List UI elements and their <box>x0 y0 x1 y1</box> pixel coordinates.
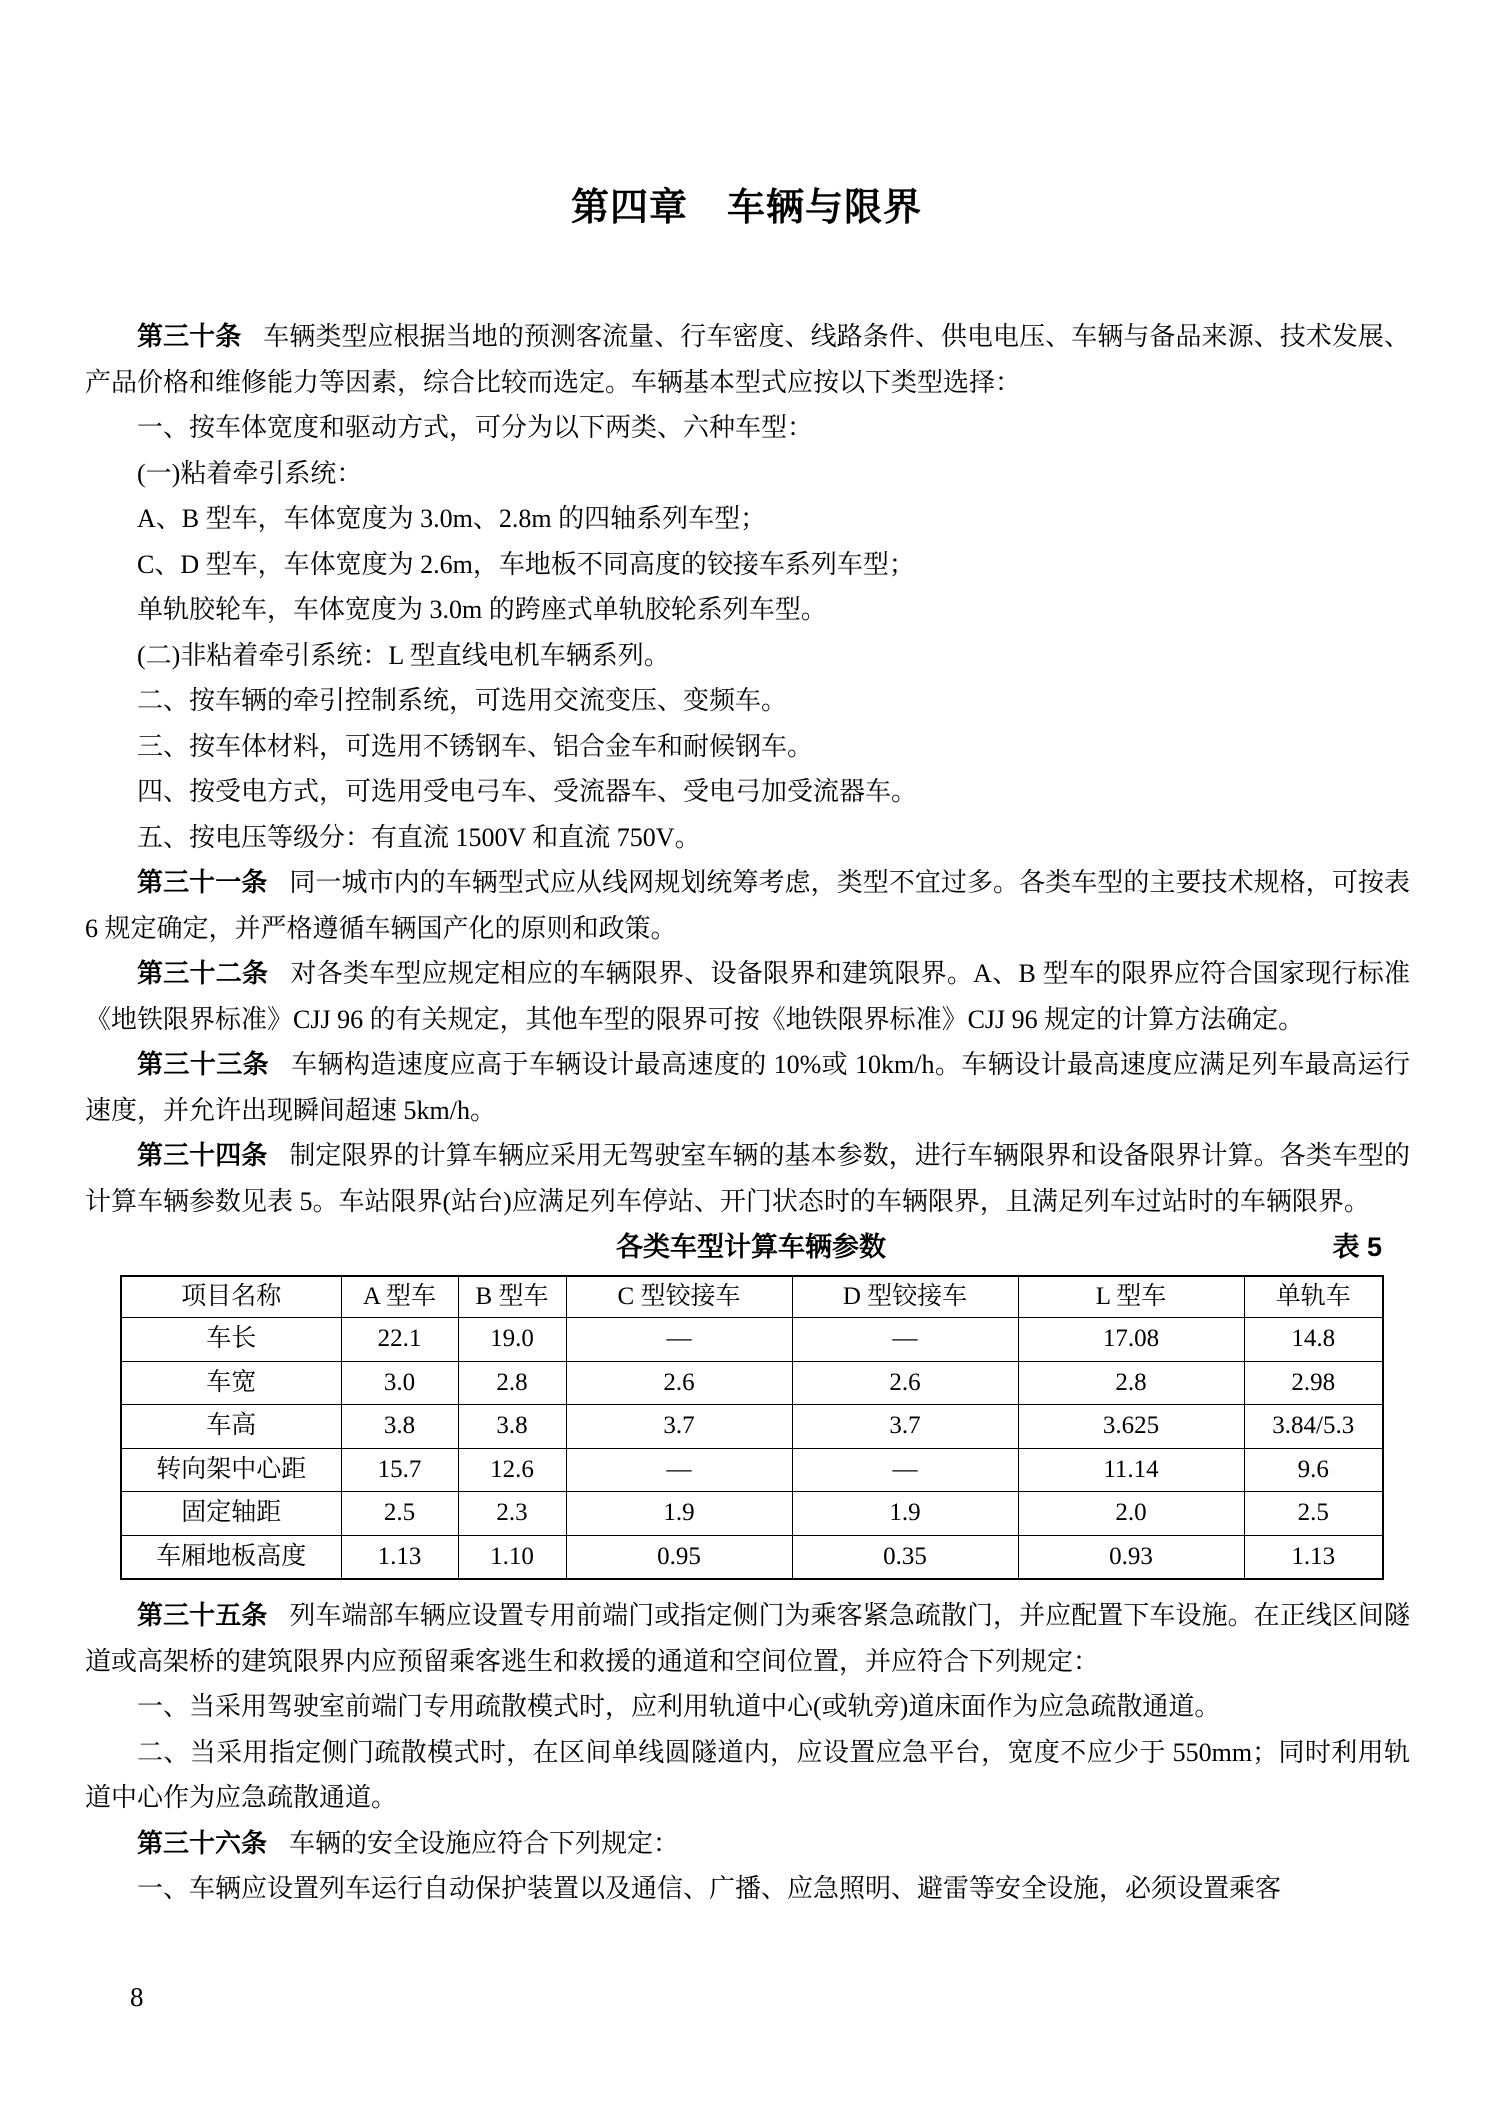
chapter-title: 第四章 车辆与限界 <box>570 187 922 229</box>
paragraph-text: 二、按车辆的牵引控制系统，可选用交流变压、变频车。 <box>137 686 788 715</box>
paragraph-text: 一、当采用驾驶室前端门专用疏散模式时，应利用轨道中心(或轨旁)道床面作为应急疏散通道。 <box>137 1692 1221 1721</box>
table-header-cell: 单轨车 <box>1244 1276 1383 1318</box>
paragraph-text: 二、当采用指定侧门疏散模式时，在区间单线圆隧道内，应设置应急平台，宽度不应少于 550mm；同时利用轨道中心作为应急疏散通道。 <box>85 1737 1410 1812</box>
value-cell: 1.9 <box>566 1492 792 1536</box>
row-label-cell: 车长 <box>121 1318 341 1362</box>
page-number: 8 <box>130 1982 144 2012</box>
paragraph-text: 列车端部车辆应设置专用前端门或指定侧门为乘客紧急疏散门，并应配置下车设施。在正线区间隧道或高架桥的建筑限界内应预留乘客逃生和救援的通道和空间位置，并应符合下列规定： <box>85 1601 1410 1676</box>
paragraph-text: 三、按车体材料，可选用不锈钢车、铝合金车和耐候钢车。 <box>137 731 814 761</box>
value-cell: 1.13 <box>1244 1535 1383 1579</box>
value-cell: 9.6 <box>1244 1448 1383 1492</box>
value-cell: 2.8 <box>1018 1361 1244 1405</box>
article-paragraph <box>85 951 1410 1042</box>
value-cell: 2.98 <box>1244 1361 1383 1405</box>
article-paragraph <box>85 1821 1410 1867</box>
value-cell: — <box>566 1318 792 1362</box>
paragraph-text: 车辆构造速度应高于车辆设计最高速度的 10%或 10km/h。车辆设计最高速度应满足列车最高运行速度，并允许出现瞬间超速 5km/h。 <box>85 1050 1410 1125</box>
paragraph-text: 四、按受电方式，可选用受电弓车、受流器车、受电弓加受流器车。 <box>137 777 918 806</box>
paragraph-text: 制定限界的计算车辆应采用无驾驶室车辆的基本参数，进行车辆限界和设备限界计算。各类车型的计算车辆参数见表 5。车站限界(站台)应满足列车停站、开门状态时的车辆限界，且满足列车过站时的车辆限界。 <box>85 1141 1410 1216</box>
table-body <box>121 1318 1383 1580</box>
value-cell: 12.6 <box>458 1448 566 1492</box>
row-label-cell: 车厢地板高度 <box>121 1535 341 1579</box>
value-cell: 19.0 <box>458 1318 566 1362</box>
article-number: 第三十条 <box>137 321 242 351</box>
article-number: 第三十一条 <box>137 867 268 897</box>
table-row <box>121 1448 1383 1492</box>
table-row <box>121 1492 1383 1536</box>
article-number: 第三十三条 <box>137 1049 270 1079</box>
paragraph-text: C、D 型车，车体宽度为 2.6m，车地板不同高度的铰接车系列车型； <box>137 549 915 579</box>
value-cell: 2.5 <box>1244 1492 1383 1536</box>
value-cell: 11.14 <box>1018 1448 1244 1492</box>
paragraph-text: 车辆的安全设施应符合下列规定： <box>289 1828 680 1858</box>
value-cell: 2.5 <box>341 1492 458 1536</box>
table-row <box>121 1405 1383 1449</box>
paragraph-text: A、B 型车，车体宽度为 3.0m、2.8m 的四轴系列车型； <box>137 504 767 533</box>
body-paragraph <box>85 1866 1410 1912</box>
value-cell: 1.9 <box>792 1492 1018 1536</box>
value-cell: 0.93 <box>1018 1535 1244 1579</box>
body-before-table <box>85 314 1410 1224</box>
paragraph-text: (二)非粘着牵引系统：L 型直线电机车辆系列。 <box>137 640 670 670</box>
table-header-cell: B 型车 <box>458 1276 566 1318</box>
table-row <box>121 1361 1383 1405</box>
vehicle-parameters-table <box>120 1275 1384 1580</box>
table-caption-row <box>120 1226 1382 1268</box>
row-label-cell: 固定轴距 <box>121 1492 341 1536</box>
value-cell: 15.7 <box>341 1448 458 1492</box>
article-number: 第三十五条 <box>137 1600 268 1630</box>
value-cell: 1.10 <box>458 1535 566 1579</box>
table-block <box>120 1226 1382 1580</box>
row-label-cell: 转向架中心距 <box>121 1448 341 1492</box>
paragraph-text: 一、按车体宽度和驱动方式，可分为以下两类、六种车型： <box>137 413 814 442</box>
value-cell: 3.8 <box>458 1405 566 1449</box>
body-paragraph <box>85 769 1410 815</box>
article-number: 第三十二条 <box>137 958 269 988</box>
table-header-cell: L 型车 <box>1018 1276 1244 1318</box>
table-header-cell: 项目名称 <box>121 1276 341 1318</box>
table-header-cell: D 型铰接车 <box>792 1276 1018 1318</box>
value-cell: 3.7 <box>792 1405 1018 1449</box>
body-paragraph <box>85 1730 1410 1821</box>
article-number: 第三十六条 <box>137 1827 268 1858</box>
body-paragraph <box>85 724 1410 770</box>
value-cell: — <box>792 1318 1018 1362</box>
value-cell: 2.6 <box>566 1361 792 1405</box>
value-cell: — <box>792 1448 1018 1492</box>
document-content <box>85 314 1410 1912</box>
body-paragraph <box>85 633 1410 679</box>
row-label-cell: 车宽 <box>121 1361 341 1405</box>
body-paragraph <box>85 542 1410 588</box>
table-row <box>121 1318 1383 1362</box>
table-header-row <box>121 1276 1383 1318</box>
table-row <box>121 1535 1383 1579</box>
value-cell: 3.625 <box>1018 1405 1244 1449</box>
paragraph-text: 车辆类型应根据当地的预测客流量、行车密度、线路条件、供电电压、车辆与备品来源、技术发展、产品价格和维修能力等因素，综合比较而选定。车辆基本型式应按以下类型选择： <box>85 322 1410 397</box>
value-cell: 14.8 <box>1244 1318 1383 1362</box>
table-header-cell: C 型铰接车 <box>566 1276 792 1318</box>
row-label-cell: 车高 <box>121 1405 341 1449</box>
value-cell: 3.7 <box>566 1405 792 1449</box>
value-cell: 3.8 <box>341 1405 458 1449</box>
value-cell: — <box>566 1448 792 1492</box>
article-number: 第三十四条 <box>137 1140 268 1170</box>
table-caption: 各类车型计算车辆参数 <box>616 1232 886 1262</box>
article-paragraph <box>85 1593 1410 1684</box>
value-cell: 2.0 <box>1018 1492 1244 1536</box>
value-cell: 2.3 <box>458 1492 566 1536</box>
article-paragraph <box>85 1042 1410 1133</box>
table-number-label: 表 5 <box>1332 1232 1382 1262</box>
paragraph-text: 五、按电压等级分：有直流 1500V 和直流 750V。 <box>137 822 701 852</box>
paragraph-text: 单轨胶轮车，车体宽度为 3.0m 的跨座式单轨胶轮系列车型。 <box>137 595 827 624</box>
body-paragraph <box>85 587 1410 633</box>
value-cell: 2.6 <box>792 1361 1018 1405</box>
value-cell: 0.35 <box>792 1535 1018 1579</box>
value-cell: 22.1 <box>341 1318 458 1362</box>
paragraph-text: 同一城市内的车辆型式应从线网规划统筹考虑，类型不宜过多。各类车型的主要技术规格，可按表 6 规定确定，并严格遵循车辆国产化的原则和政策。 <box>85 868 1410 943</box>
article-paragraph <box>85 1133 1410 1224</box>
body-after-table <box>85 1593 1410 1912</box>
value-cell: 3.0 <box>341 1361 458 1405</box>
value-cell: 1.13 <box>341 1535 458 1579</box>
body-paragraph <box>85 451 1410 497</box>
body-paragraph <box>85 496 1410 542</box>
value-cell: 17.08 <box>1018 1318 1244 1362</box>
paragraph-text: (一)粘着牵引系统： <box>137 458 363 488</box>
value-cell: 2.8 <box>458 1361 566 1405</box>
body-paragraph <box>85 815 1410 861</box>
body-paragraph <box>85 678 1410 724</box>
paragraph-text: 对各类车型应规定相应的车辆限界、设备限界和建筑限界。A、B 型车的限界应符合国家现行标准《地铁限界标准》CJJ 96 的有关规定，其他车型的限界可按《地铁限界标准》CJJ 96 规定的计算方法确定。 <box>85 959 1410 1034</box>
body-paragraph <box>85 405 1410 451</box>
table-header-cell: A 型车 <box>341 1276 458 1318</box>
body-paragraph <box>85 1684 1410 1730</box>
value-cell: 0.95 <box>566 1535 792 1579</box>
value-cell: 3.84/5.3 <box>1244 1405 1383 1449</box>
article-paragraph <box>85 860 1410 951</box>
article-paragraph <box>85 314 1410 405</box>
paragraph-text: 一、车辆应设置列车运行自动保护装置以及通信、广播、应急照明、避雷等安全设施，必须设置乘客 <box>137 1874 1282 1903</box>
